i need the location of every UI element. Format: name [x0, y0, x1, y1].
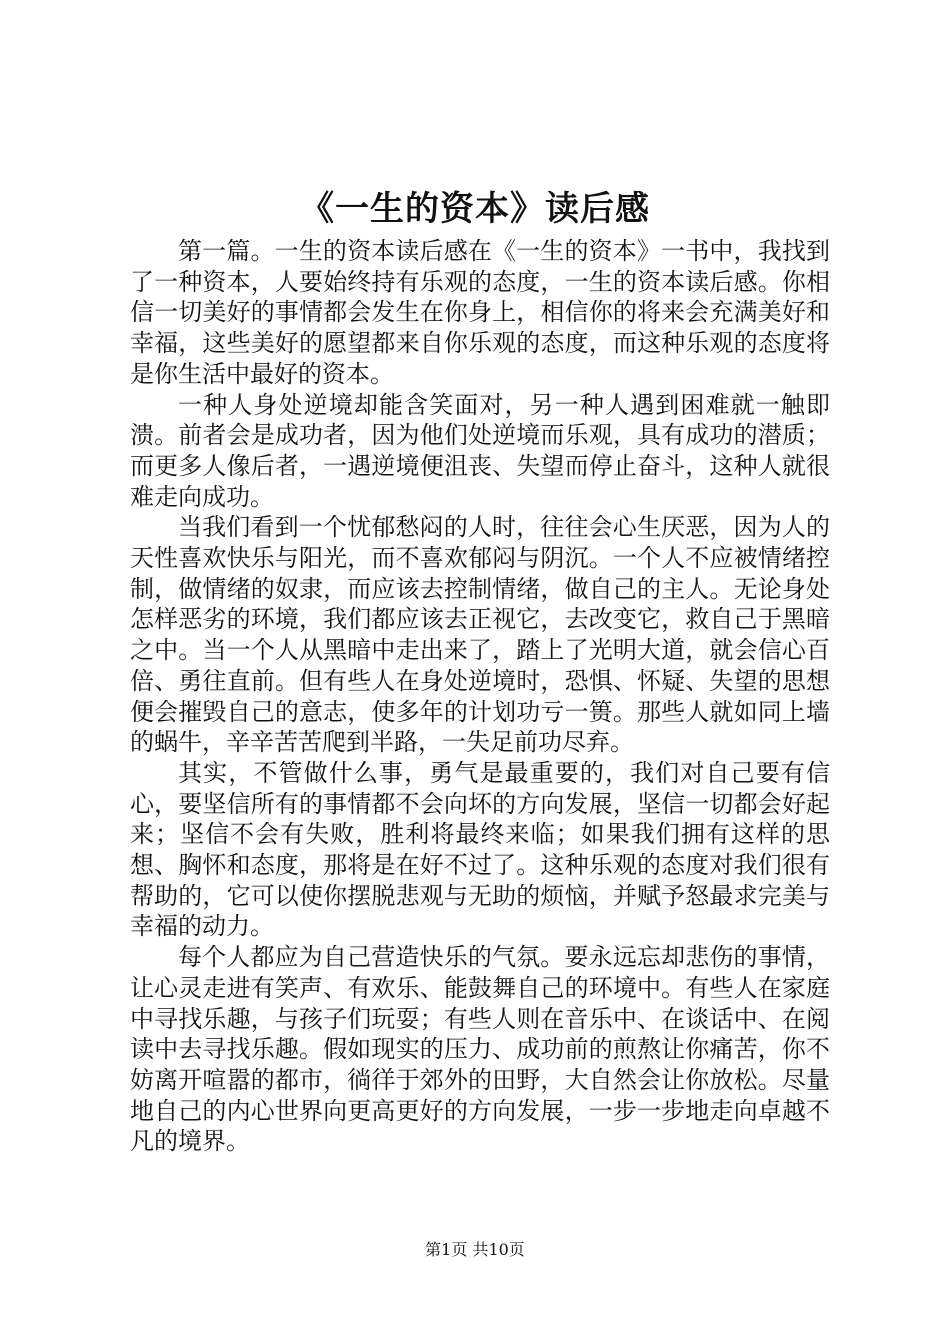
- paragraph-3: 当我们看到一个忧郁愁闷的人时，往往会心生厌恶，因为人的天性喜欢快乐与阳光，而不喜欢郁闷与阴沉。一个人不应被情绪控制，做情绪的奴隶，而应该去控制情绪，做自己的主人。无论身处怎样恶劣的环境，我们都应该去正视它，去改变它，救自己于黑暗之中。当一个人从黑暗中走出来了，踏上了光明大道，就会信心百倍、勇往直前。但有些人在身处逆境时，恐惧、怀疑、失望的思想便会摧毁自己的意志，使多年的计划功亏一篑。那些人就如同上墙的蜗牛，辛辛苦苦爬到半路，一失足前功尽弃。: [130, 513, 830, 757]
- paragraph-2: 一种人身处逆境却能含笑面对，另一种人遇到困难就一触即溃。前者会是成功者，因为他们处逆境而乐观，具有成功的潜质；而更多人像后者，一遇逆境便沮丧、失望而停止奋斗，这种人就很难走向成功。: [130, 390, 830, 511]
- paragraph-5: 每个人都应为自己营造快乐的气氛。要永远忘却悲伤的事情，让心灵走进有笑声、有欢乐、能鼓舞自己的环境中。有些人在家庭中寻找乐趣，与孩子们玩耍；有些人则在音乐中、在谈话中、在阅读中去寻找乐趣。假如现实的压力、成功前的煎熬让你痛苦，你不妨离开喧嚣的都市，徜徉于郊外的田野，大自然会让你放松。尽量地自己的内心世界向更高更好的方向发展，一步一步地走向卓越不凡的境界。: [130, 943, 830, 1156]
- document-title: 《一生的资本》读后感: [300, 189, 650, 229]
- paragraph-1: 第一篇。一生的资本读后感在《一生的资本》一书中，我找到了一种资本，人要始终持有乐观的态度，一生的资本读后感。你相信一切美好的事情都会发生在你身上，相信你的将来会充满美好和幸福，这些美好的愿望都来自你乐观的态度，而这种乐观的态度将是你生活中最好的资本。: [130, 237, 830, 388]
- document-body: [130, 236, 830, 1157]
- page-number-footer: 第1页 共10页: [425, 1240, 525, 1259]
- paragraph-4: 其实，不管做什么事，勇气是最重要的，我们对自己要有信心，要坚信所有的事情都不会向坏的方向发展，坚信一切都会好起来；坚信不会有失败，胜利将最终来临；如果我们拥有这样的思想、胸怀和态度，那将是在好不过了。这种乐观的态度对我们很有帮助的，它可以使你摆脱悲观与无助的烦恼，并赋予怒最求完美与幸福的动力。: [130, 758, 830, 941]
